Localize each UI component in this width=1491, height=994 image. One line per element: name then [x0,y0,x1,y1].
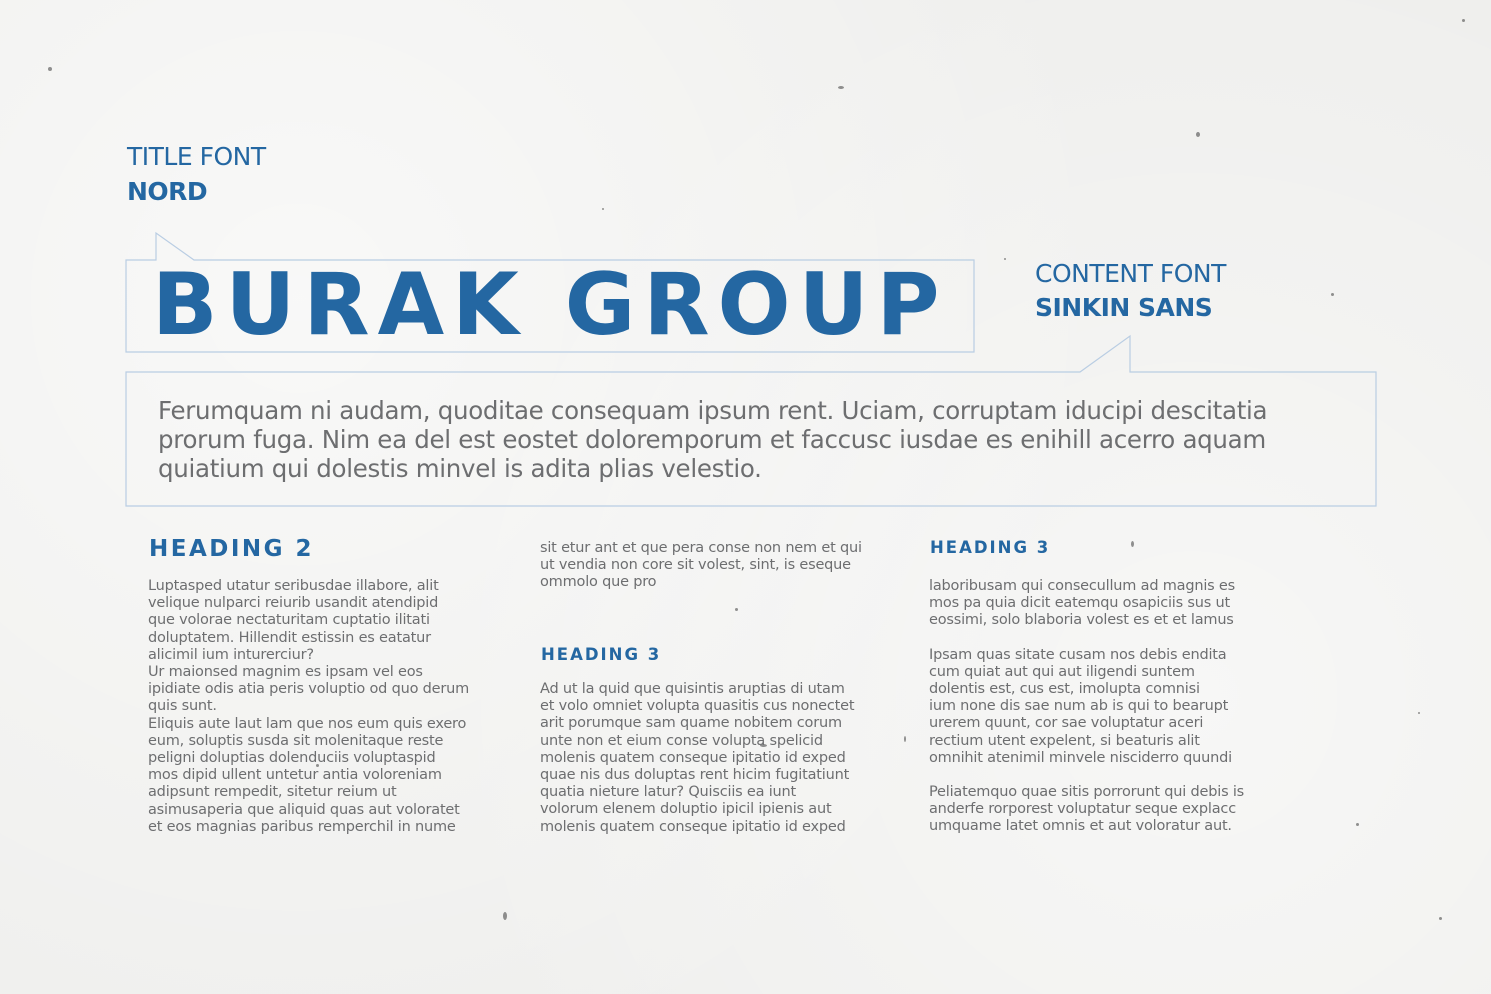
column-3-paragraph: Ipsam quas sitate cusam nos debis endita cum quiat aut qui aut iligendi suntem dolentis est, cus est, imolupta comnisi ium none dis sae num ab is qui to bearupt urerem quunt, cor sae voluptatur aceri rectium utent expelent, si beaturis alit omnihit atenimil minvele nisciderro quundi [929,646,1232,766]
speck [1331,293,1334,296]
speck [838,86,844,89]
column-1-heading: HEADING 2 [149,536,315,562]
column-2-heading: HEADING 3 [541,645,662,664]
column-1-body [148,578,518,836]
speck [1196,132,1200,137]
speck [1004,258,1006,260]
speck [1439,917,1442,920]
column-2-paragraph: sit etur ant et que pera conse non nem et qui ut vendia non core sit volest, sint, is eseque ommolo que pro [540,540,862,591]
content-font-caption: CONTENT FONT [1035,259,1226,288]
content-font-name: SINKIN SANS [1035,293,1213,322]
speck [503,912,507,920]
speck [48,67,52,71]
lead-paragraph: Ferumquam ni audam, quoditae consequam ipsum rent. Uciam, corruptam iducipi descitatia prorum fuga. Nim ea del est eostet doloremporum et faccusc iusdae es enihill acerro aquam quiatium qui dolestis minvel is adita plias velestio. [158,396,1268,483]
speck [1418,712,1420,714]
column-1-paragraph: Ur maionsed magnim es ipsam vel eos ipidiate odis atia peris voluptio od quo derum quis sunt. [148,664,470,715]
speck [1356,823,1359,826]
column-3-body [929,578,1309,836]
speck [735,608,738,611]
column-2-paragraph: Ad ut la quid que quisintis aruptias di utam et volo omniet volupta quasitis cus nonectet arit porumque sam quame nobitem corum unte non et eium conse volupta spelicid molenis quatem conseque ipitatio id exped quae nis dus doluptas rent hicim fugitatiunt quatia nieture latur? Quisciis ea iunt volorum elenem doluptio ipicil ipienis aut molenis quatem conseque ipitatio id exped [540,681,855,835]
brand-title: BURAK GROUP [152,255,948,355]
column-2-top-text [540,540,910,592]
column-1-paragraph: Eliquis aute laut lam que nos eum quis exero eum, soluptis susda sit molenitaque reste peligni doluptias dolenduciis voluptaspid mos dipid ullent untetur antia voloreniam adipsunt rempedit, sitetur reium ut asimusaperia que aliquid quas aut voloratet et eos magnias paribus remperchil in nume [148,715,467,835]
speck [1462,19,1465,22]
column-1-paragraph: Luptasped utatur seribusdae illabore, alit velique nulparci reiurib usandit atendipid que volorae nectaturitam cuptatio ilitati doluptatem. Hillendit estissin es eatatur alicimil ium inturercіur? [148,578,439,663]
speck [602,208,604,210]
column-3-heading: HEADING 3 [930,538,1051,557]
column-3-paragraph: Peliatemquo quae sitis porrorunt qui debis is anderfe rorporest voluptatur seque explacc umquame latet omnis et aut voloratur aut. [929,784,1245,835]
title-font-caption: TITLE FONT [127,142,266,171]
column-2-body [540,681,910,836]
speck [1131,541,1134,547]
title-font-name: NORD [127,177,208,206]
column-3-paragraph: laboribusam qui consecullum ad magnis es mos pa quia dicit eatemqu osapiciis sus ut eossimi, solo blaboria volest es et et lamus [929,578,1236,629]
